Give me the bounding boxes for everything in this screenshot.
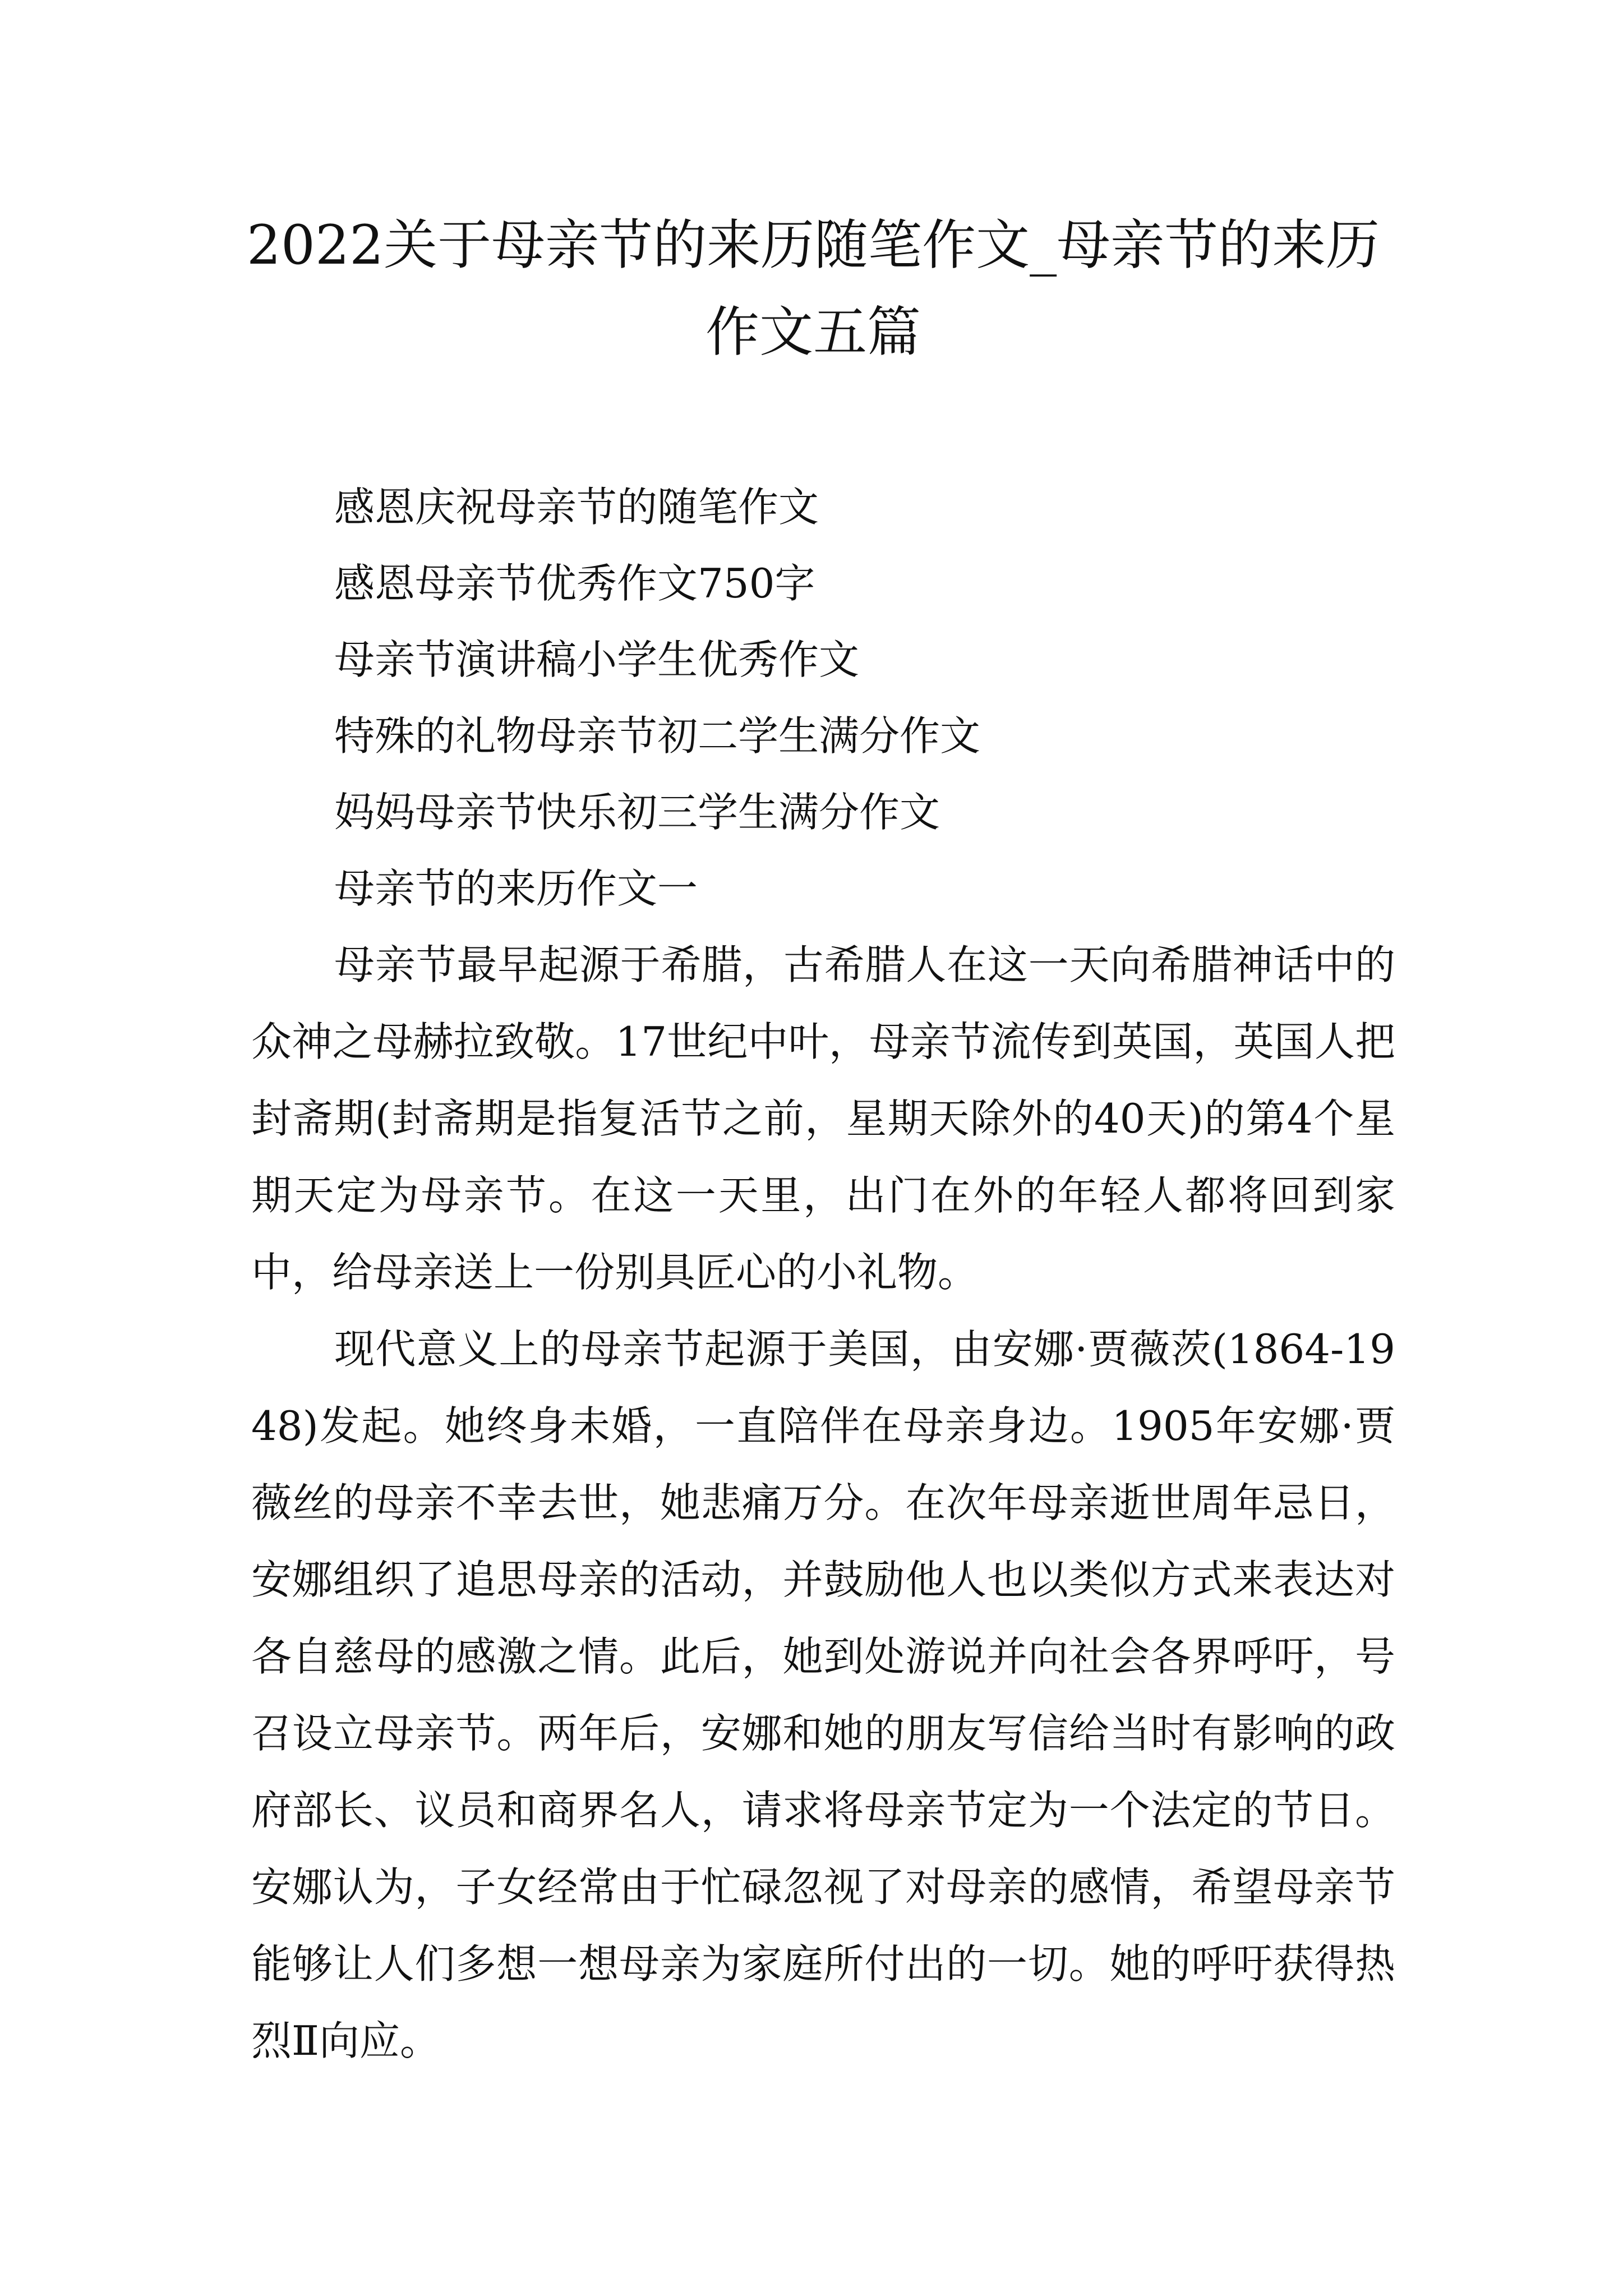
article-link[interactable]: 感恩庆祝母亲节的随笔作文 <box>334 484 819 531</box>
article-link[interactable]: 特殊的礼物母亲节初二学生满分作文 <box>334 712 981 760</box>
article-link[interactable]: 感恩母亲节优秀作文750字 <box>334 560 815 607</box>
article-link[interactable]: 母亲节演讲稿小学生优秀作文 <box>334 636 860 683</box>
article-link[interactable]: 妈妈母亲节快乐初三学生满分作文 <box>334 789 940 836</box>
article-link-list <box>251 469 1395 927</box>
document-title: 2022关于母亲节的来历随笔作文_母亲节的来历作文五篇 <box>246 214 1380 364</box>
document-body <box>251 469 1395 2079</box>
body-paragraph: 母亲节最早起源于希腊，古希腊人在这一天向希腊神话中的众神之母赫拉致敬。17世纪中叶，母亲节流传到英国，英国人把封斋期(封斋期是指复活节之前，星期天除外的40天)的第4个星期天定为母亲节。在这一天里，出门在外的年轻人都将回到家中，给母亲送上一份别具匠心的小礼物。 <box>251 941 1395 1296</box>
section-heading: 母亲节的来历作文一 <box>334 865 698 912</box>
body-paragraph: 现代意义上的母亲节起源于美国，由安娜·贾薇茨(1864-1948)发起。她终身未婚，一直陪伴在母亲身边。1905年安娜·贾薇丝的母亲不幸去世，她悲痛万分。在次年母亲逝世周年忌日，安娜组织了追思母亲的活动，并鼓励他人也以类似方式来表达对各自慈母的感激之情。此后，她到处游说并向社会各界呼吁，号召设立母亲节。两年后，安娜和她的朋友写信给当时有影响的政府部长、议员和商界名人，请求将母亲节定为一个法定的节日。安娜认为，子女经常由于忙碌忽视了对母亲的感情，希望母亲节能够让人们多想一想母亲为家庭所付出的一切。她的呼吁获得热烈Ⅱ向应。 <box>251 1326 1395 2064</box>
